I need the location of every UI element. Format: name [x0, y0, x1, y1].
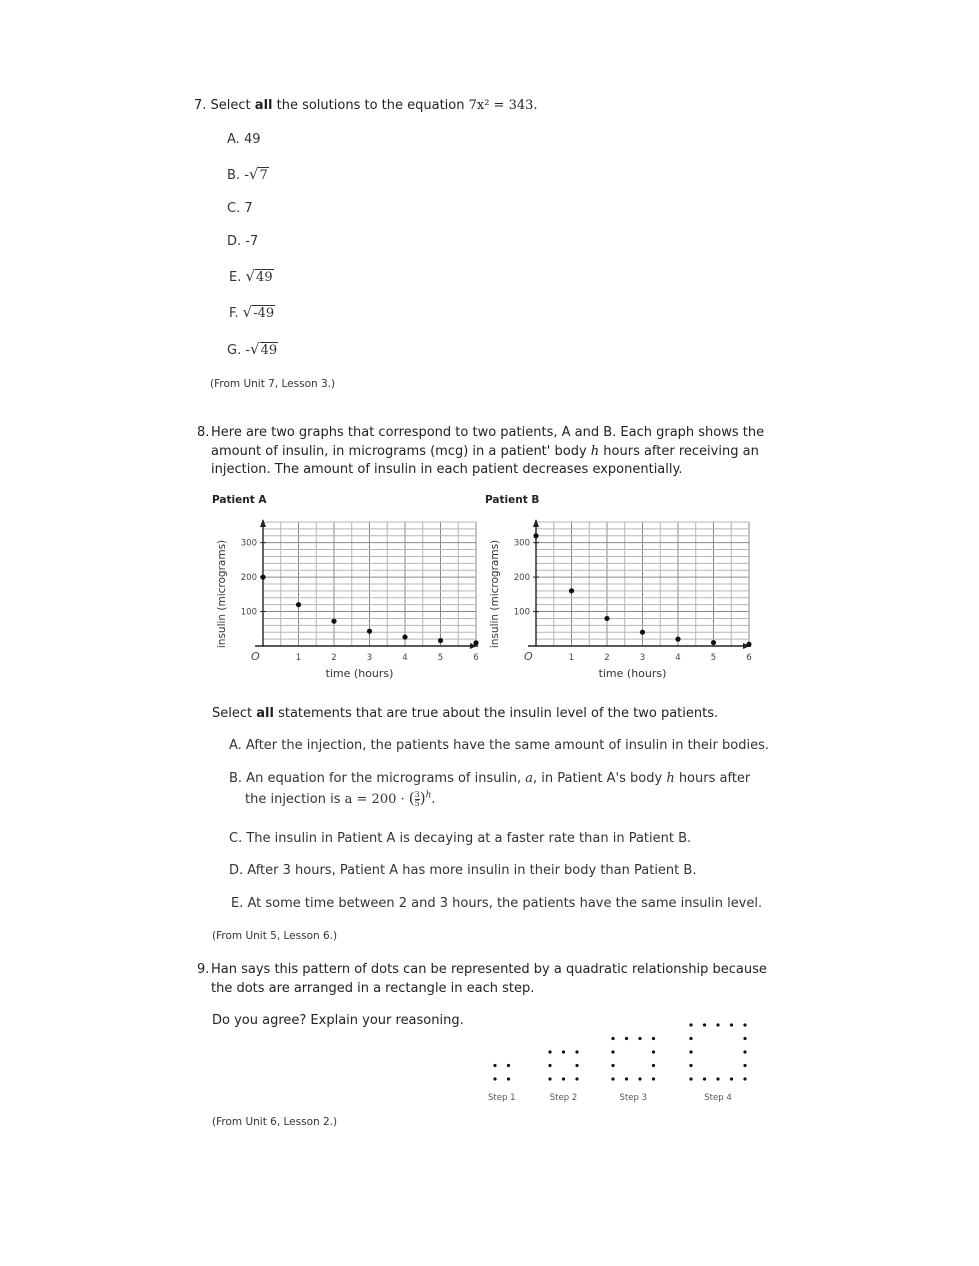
dot [743, 1077, 746, 1080]
x-axis-label: time (hours) [325, 667, 394, 680]
x-tick-label: 4 [402, 653, 408, 663]
option-value: 49 [243, 132, 261, 147]
dot [611, 1050, 614, 1053]
step-label: Step 4 [704, 1093, 732, 1103]
q8-statement-b[interactable]: B. An equation for the micrograms of insulin, a, in Patient A's body h hours after the injection is a = 200 · ( $\frac{3}{5}$ )$^h$. [229, 771, 751, 808]
q7-option-f[interactable] [229, 303, 275, 321]
dot-step-1 [493, 1064, 510, 1081]
dot [575, 1077, 578, 1080]
q9-question: Do you agree? Explain your reasoning. [212, 1013, 464, 1028]
q7-prompt [194, 98, 538, 113]
data-point [604, 616, 609, 621]
dot [689, 1064, 692, 1067]
y-tick-label: 100 [240, 607, 257, 618]
q8-prompt-text-2: hours after receiving an [599, 443, 759, 459]
q8-prompt-line: injection. The amount of insulin in each patient decreases exponentially. [211, 462, 683, 477]
y-tick-label: 100 [513, 607, 530, 618]
dot [689, 1050, 692, 1053]
data-point [260, 575, 265, 580]
dot [689, 1037, 692, 1040]
dot [743, 1037, 746, 1040]
dot [625, 1037, 628, 1040]
dot [638, 1037, 641, 1040]
x-tick-label: 1 [568, 653, 575, 663]
option-letter: A. [227, 132, 244, 147]
q9-prompt-line: Han says this pattern of dots can be represented by a quadratic relationship because [211, 962, 767, 977]
dot [703, 1023, 706, 1026]
y-axis-label: insulin (micrograms) [216, 539, 228, 649]
q8-statement-a[interactable]: A. After the injection, the patients have the same amount of insulin in their bodies. [229, 738, 769, 753]
dot [562, 1077, 565, 1080]
dot [689, 1023, 692, 1026]
q7-prompt-emphasis: all [254, 98, 273, 113]
data-point [711, 640, 716, 645]
radicand: 49 [260, 343, 278, 358]
step-label: Step 3 [619, 1093, 647, 1103]
square-root-icon: √49 [250, 340, 278, 358]
statement-b-text-3: hours after [674, 771, 751, 786]
radicand: -49 [253, 306, 275, 321]
dot [730, 1077, 733, 1080]
q7-number: 7. [194, 98, 207, 113]
q7-option-b[interactable] [227, 165, 269, 183]
dot [652, 1077, 655, 1080]
step-label: Step 2 [549, 1093, 578, 1103]
y-axis-arrow-icon [533, 519, 539, 527]
q8-select-text: Select [212, 706, 257, 721]
dot-pattern-figure [475, 1015, 770, 1110]
q9-prompt [197, 961, 767, 998]
origin-label: O [524, 650, 533, 663]
variable-h: h [666, 771, 675, 786]
x-tick-label: 1 [295, 653, 302, 663]
statement-b-text: B. An equation for the micrograms of insulin, [229, 771, 526, 786]
data-point [569, 588, 574, 593]
data-point [367, 629, 372, 634]
q8-prompt [197, 424, 767, 480]
dot [611, 1077, 614, 1080]
patient-a-title: Patient A [212, 494, 267, 506]
dot [493, 1077, 496, 1080]
radicand: 49 [256, 270, 273, 285]
q7-option-c[interactable] [227, 201, 253, 216]
statement-b-equation: a = 200 · [344, 792, 409, 807]
dot-step-3 [611, 1037, 655, 1081]
q8-number: 8. [197, 425, 210, 440]
y-tick-label: 300 [513, 538, 530, 549]
x-tick-label: 4 [675, 653, 681, 663]
dot [652, 1064, 655, 1067]
q8-statement-c[interactable]: C. The insulin in Patient A is decaying at a faster rate than in Patient B. [229, 831, 692, 846]
dot-step-2 [548, 1050, 578, 1080]
dot [611, 1037, 614, 1040]
dot [743, 1064, 746, 1067]
data-point [402, 634, 407, 639]
x-tick-label: 2 [331, 653, 337, 663]
step-label: Step 1 [488, 1093, 516, 1103]
option-letter: G. [227, 343, 246, 358]
q7-option-g[interactable] [227, 340, 278, 358]
q7-source: (From Unit 7, Lesson 3.) [210, 378, 336, 390]
dot-step-4 [689, 1023, 746, 1080]
q8-prompt-line: Here are two graphs that correspond to two patients, A and B. Each graph shows the [211, 425, 765, 440]
q8-statement-d[interactable]: D. After 3 hours, Patient A has more insulin in their body than Patient B. [229, 863, 697, 878]
data-point [746, 642, 751, 647]
q7-prompt-text-2: the solutions to the equation [272, 98, 469, 113]
y-tick-label: 300 [240, 538, 257, 549]
y-tick-label: 200 [513, 573, 530, 584]
data-point [438, 638, 443, 643]
q7-option-e[interactable] [229, 267, 274, 285]
data-point [533, 533, 538, 538]
data-point [675, 637, 680, 642]
dot [716, 1077, 719, 1080]
x-tick-label: 6 [746, 653, 752, 663]
q8-prompt-line [211, 443, 764, 462]
dot [743, 1023, 746, 1026]
x-tick-label: 2 [604, 653, 610, 663]
dot [625, 1077, 628, 1080]
variable-a: a [525, 771, 533, 786]
option-letter: D. [227, 234, 246, 249]
radicand: 7 [259, 168, 268, 183]
option-sign: - [245, 343, 251, 358]
fraction-numerator: 3 [414, 790, 420, 799]
dot [493, 1064, 496, 1067]
dot [548, 1064, 551, 1067]
origin-label: O [251, 650, 260, 663]
data-point [296, 602, 301, 607]
dot [652, 1037, 655, 1040]
option-letter: E. [229, 270, 246, 285]
x-axis-label: time (hours) [598, 667, 667, 680]
dot [548, 1077, 551, 1080]
dot [703, 1077, 706, 1080]
y-tick-label: 200 [240, 573, 257, 584]
dot [548, 1050, 551, 1053]
q7-option-d[interactable] [227, 234, 258, 249]
dot [689, 1077, 692, 1080]
q8-select-text-2: statements that are true about the insulin level of the two patients. [273, 706, 719, 721]
option-letter: C. [227, 201, 245, 216]
x-tick-label: 6 [473, 653, 479, 663]
dot [575, 1050, 578, 1053]
x-tick-label: 5 [437, 653, 444, 663]
q8-prompt-text: amount of insulin, in micrograms (mcg) in a patient' body [211, 443, 591, 459]
dot [507, 1064, 510, 1067]
x-tick-label: 3 [366, 653, 373, 663]
q9-source: (From Unit 6, Lesson 2.) [212, 1116, 338, 1128]
q9-prompt-line: the dots are arranged in a rectangle in each step. [211, 980, 535, 996]
square-root-icon: √49 [245, 267, 273, 285]
q8-variable-h: h [590, 443, 600, 459]
q7-equation: 7x² = 343. [468, 98, 538, 113]
option-letter: B. [227, 168, 245, 183]
data-point [640, 630, 645, 635]
statement-b-text-2: , in Patient A's body [533, 771, 667, 786]
dot [575, 1064, 578, 1067]
exponent-h: h [425, 790, 432, 801]
option-value: -7 [245, 234, 259, 249]
q9-number: 9. [197, 962, 210, 977]
q8-select-prompt [212, 706, 718, 721]
dot [743, 1050, 746, 1053]
statement-b-text-4: the injection is [245, 792, 345, 807]
option-value: 7 [244, 201, 253, 216]
dot [652, 1050, 655, 1053]
dot [638, 1077, 641, 1080]
dot [562, 1050, 565, 1053]
fraction-denominator: 5 [414, 799, 420, 808]
y-axis-arrow-icon [260, 519, 266, 527]
dot [730, 1023, 733, 1026]
y-axis-label: insulin (micrograms) [489, 539, 501, 649]
x-tick-label: 3 [639, 653, 646, 663]
q7-option-a[interactable] [227, 132, 260, 147]
q8-select-emphasis: all [256, 706, 274, 721]
data-point [331, 619, 336, 624]
dot [507, 1077, 510, 1080]
patient-a-chart [205, 512, 490, 687]
x-tick-label: 5 [710, 653, 717, 663]
q7-prompt-text: Select [210, 98, 255, 113]
patient-b-title: Patient B [485, 494, 540, 506]
square-root-icon: √7 [248, 165, 268, 183]
dot [716, 1023, 719, 1026]
square-root-icon: √-49 [242, 303, 275, 321]
patient-b-chart [478, 512, 763, 687]
dot [611, 1064, 614, 1067]
q8-statement-e[interactable]: E. At some time between 2 and 3 hours, the patients have the same insulin level. [231, 896, 763, 911]
option-sign: - [244, 168, 249, 183]
option-letter: F. [229, 306, 243, 321]
q8-source: (From Unit 5, Lesson 6.) [212, 930, 338, 942]
